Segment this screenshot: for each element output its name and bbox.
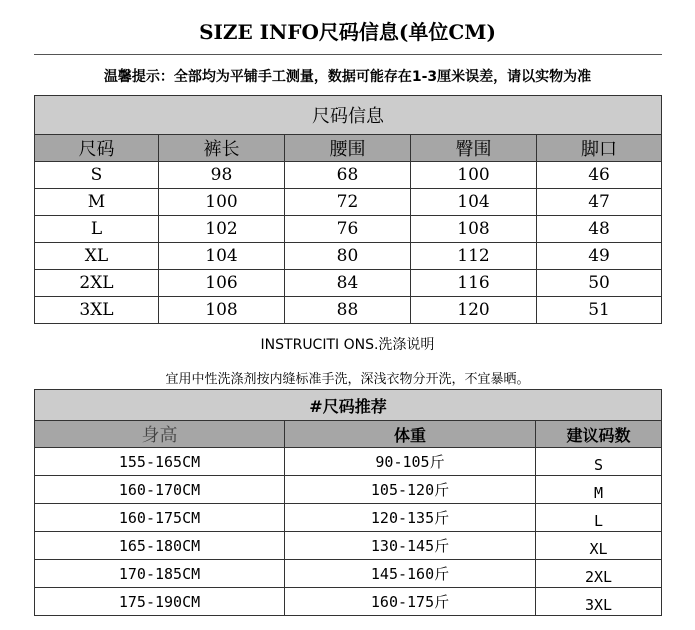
table-row [35, 588, 662, 616]
hem-cell: 50 [537, 270, 662, 297]
recommend-table-caption: #尺码推荐 [35, 390, 662, 421]
weight-cell: 130-145斤 [285, 532, 536, 560]
hem-cell: 47 [537, 189, 662, 216]
table-row [35, 476, 662, 504]
page-title: SIZE INFO尺码信息(单位CM) [199, 20, 496, 44]
waist-cell: 72 [285, 189, 411, 216]
measurement-notice: 温馨提示：全部均为平铺手工测量，数据可能存在1-3厘米误差，请以实物为准 [103, 69, 592, 85]
waist-cell: 80 [285, 243, 411, 270]
title-divider [34, 54, 662, 55]
table-row [35, 216, 662, 243]
hem-cell: 48 [537, 216, 662, 243]
table-row [35, 270, 662, 297]
recommended-size-cell: 3XL [536, 588, 662, 616]
recommend-header-size: 建议码数 [536, 421, 662, 448]
size-cell: 2XL [35, 270, 159, 297]
hem-cell: 51 [537, 297, 662, 324]
length-cell: 100 [159, 189, 285, 216]
size-cell: XL [35, 243, 159, 270]
hip-cell: 100 [411, 162, 537, 189]
weight-cell: 90-105斤 [285, 448, 536, 476]
weight-cell: 160-175斤 [285, 588, 536, 616]
height-cell: 155-165CM [35, 448, 285, 476]
recommended-size-cell: XL [536, 532, 662, 560]
length-cell: 102 [159, 216, 285, 243]
hip-cell: 112 [411, 243, 537, 270]
size-header-hem: 脚口 [537, 135, 662, 162]
recommended-size-cell: 2XL [536, 560, 662, 588]
instructions-title: INSTRUCITI ONS.洗涤说明 [260, 337, 435, 353]
size-cell: 3XL [35, 297, 159, 324]
size-header-hip: 臀围 [411, 135, 537, 162]
size-header-length: 裤长 [159, 135, 285, 162]
table-row [35, 504, 662, 532]
size-recommendation-table [34, 389, 662, 616]
table-row [35, 162, 662, 189]
recommended-size-cell: L [536, 504, 662, 532]
length-cell: 104 [159, 243, 285, 270]
recommend-header-height: 身高 [35, 421, 285, 448]
size-cell: L [35, 216, 159, 243]
recommended-size-cell: S [536, 448, 662, 476]
size-header-size: 尺码 [35, 135, 159, 162]
waist-cell: 76 [285, 216, 411, 243]
table-row [35, 560, 662, 588]
hip-cell: 104 [411, 189, 537, 216]
table-row [35, 189, 662, 216]
weight-cell: 105-120斤 [285, 476, 536, 504]
weight-cell: 145-160斤 [285, 560, 536, 588]
height-cell: 165-180CM [35, 532, 285, 560]
hip-cell: 116 [411, 270, 537, 297]
instructions-text: 宜用中性洗涤剂按内缝标准手洗，深浅衣物分开洗，不宜暴晒。 [165, 372, 530, 387]
size-cell: M [35, 189, 159, 216]
table-row [35, 448, 662, 476]
table-row [35, 243, 662, 270]
length-cell: 108 [159, 297, 285, 324]
height-cell: 175-190CM [35, 588, 285, 616]
hip-cell: 120 [411, 297, 537, 324]
height-cell: 170-185CM [35, 560, 285, 588]
size-info-table [34, 95, 662, 324]
hip-cell: 108 [411, 216, 537, 243]
hem-cell: 49 [537, 243, 662, 270]
height-cell: 160-170CM [35, 476, 285, 504]
table-row [35, 297, 662, 324]
waist-cell: 88 [285, 297, 411, 324]
height-cell: 160-175CM [35, 504, 285, 532]
recommend-header-weight: 体重 [285, 421, 536, 448]
weight-cell: 120-135斤 [285, 504, 536, 532]
size-table-caption: 尺码信息 [35, 96, 662, 135]
size-header-waist: 腰围 [285, 135, 411, 162]
size-cell: S [35, 162, 159, 189]
length-cell: 98 [159, 162, 285, 189]
waist-cell: 84 [285, 270, 411, 297]
length-cell: 106 [159, 270, 285, 297]
waist-cell: 68 [285, 162, 411, 189]
table-row [35, 532, 662, 560]
recommended-size-cell: M [536, 476, 662, 504]
hem-cell: 46 [537, 162, 662, 189]
